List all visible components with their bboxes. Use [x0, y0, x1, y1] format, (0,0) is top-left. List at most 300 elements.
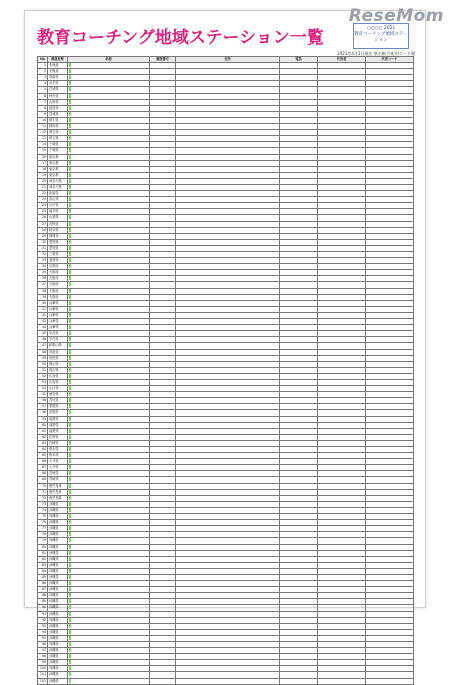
row-no: 16	[38, 154, 48, 160]
row-no: 27	[38, 221, 48, 227]
row-prefecture: 沖縄県	[48, 544, 68, 550]
row-prefecture: 沖縄県	[48, 666, 68, 672]
row-no: 54	[38, 386, 48, 392]
station-name-highlight	[69, 350, 71, 354]
row-prefecture: 大分県	[48, 459, 68, 465]
station-name-highlight	[69, 148, 71, 152]
row-prefecture: 沖縄県	[48, 593, 68, 599]
row-no: 10	[38, 117, 48, 123]
row-no: 72	[38, 495, 48, 501]
row-prefecture: 沖縄県	[48, 556, 68, 562]
station-name-highlight	[69, 471, 71, 475]
row-prefecture: 愛知県	[48, 245, 68, 251]
row-prefecture: 沖縄県	[48, 526, 68, 532]
station-name-highlight	[69, 672, 71, 676]
station-name-highlight	[69, 453, 71, 457]
row-no: 47	[38, 343, 48, 349]
row-no: 7	[38, 99, 48, 105]
row-prefecture: 埼玉県	[48, 130, 68, 136]
row-prefecture: 沖縄県	[48, 642, 68, 648]
logo-top-text: ○○○○ 2021	[366, 26, 396, 31]
station-name-highlight	[69, 679, 71, 683]
station-name-highlight	[69, 161, 71, 165]
station-name-highlight	[69, 447, 71, 451]
row-no: 19	[38, 172, 48, 178]
station-name-highlight	[69, 100, 71, 104]
row-prefecture: 沖縄県	[48, 648, 68, 654]
row-prefecture: 北海道	[48, 69, 68, 75]
row-prefecture: 大阪府	[48, 276, 68, 282]
station-name-highlight	[69, 307, 71, 311]
station-name-highlight	[69, 465, 71, 469]
row-prefecture: 千葉県	[48, 148, 68, 154]
row-prefecture: 鳥取県	[48, 349, 68, 355]
station-name-highlight	[69, 215, 71, 219]
row-no: 92	[38, 617, 48, 623]
station-name-highlight	[69, 459, 71, 463]
station-name-highlight	[69, 660, 71, 664]
station-name-highlight	[69, 618, 71, 622]
row-no: 66	[38, 459, 48, 465]
col-representative: 代表者	[318, 57, 366, 63]
row-no: 101	[38, 672, 48, 678]
station-name-highlight	[69, 94, 71, 98]
row-prefecture: 沖縄県	[48, 538, 68, 544]
station-name-highlight	[69, 551, 71, 555]
col-name: 名称	[68, 57, 150, 63]
row-no: 29	[38, 233, 48, 239]
row-prefecture: 沖縄県	[48, 635, 68, 641]
row-no: 56	[38, 398, 48, 404]
row-no: 62	[38, 434, 48, 440]
row-no: 97	[38, 648, 48, 654]
row-prefecture: 沖縄県	[48, 629, 68, 635]
row-no: 25	[38, 209, 48, 215]
row-no: 8	[38, 105, 48, 111]
station-name-highlight	[69, 636, 71, 640]
row-no: 94	[38, 629, 48, 635]
station-name-highlight	[69, 142, 71, 146]
row-no: 96	[38, 642, 48, 648]
row-no: 67	[38, 465, 48, 471]
station-name-highlight	[69, 234, 71, 238]
row-no: 91	[38, 611, 48, 617]
row-no: 24	[38, 203, 48, 209]
row-prefecture: 埼玉県	[48, 136, 68, 142]
station-name-highlight	[69, 502, 71, 506]
row-no: 87	[38, 587, 48, 593]
row-prefecture: 富山県	[48, 197, 68, 203]
row-no: 68	[38, 471, 48, 477]
station-name-highlight	[69, 368, 71, 372]
row-prefecture: 沖縄県	[48, 611, 68, 617]
row-prefecture: 静岡県	[48, 233, 68, 239]
station-name-highlight	[69, 270, 71, 274]
row-prefecture: 沖縄県	[48, 599, 68, 605]
station-name-highlight	[69, 264, 71, 268]
row-prefecture: 東京都	[48, 172, 68, 178]
station-name-highlight	[69, 301, 71, 305]
station-name-highlight	[69, 222, 71, 226]
row-no: 43	[38, 319, 48, 325]
station-name-highlight	[69, 532, 71, 536]
row-postal	[150, 678, 176, 684]
row-no: 65	[38, 453, 48, 459]
row-prefecture: 山形県	[48, 99, 68, 105]
row-prefecture: 岩手県	[48, 81, 68, 87]
station-name-highlight	[69, 246, 71, 250]
row-prefecture: 沖縄県	[48, 660, 68, 666]
row-prefecture: 東京都	[48, 160, 68, 166]
station-name-highlight	[69, 282, 71, 286]
row-prefecture: 鹿児島県	[48, 489, 68, 495]
row-no: 77	[38, 526, 48, 532]
station-name-highlight	[69, 343, 71, 347]
station-name-highlight	[69, 240, 71, 244]
row-prefecture: 兵庫県	[48, 312, 68, 318]
station-name-highlight	[69, 173, 71, 177]
station-name-highlight	[69, 569, 71, 573]
row-prefecture: 香川県	[48, 398, 68, 404]
station-name-highlight	[69, 605, 71, 609]
row-no: 17	[38, 160, 48, 166]
row-no: 36	[38, 276, 48, 282]
row-prefecture: 滋賀県	[48, 258, 68, 264]
row-no: 1	[38, 63, 48, 69]
row-prefecture: 鹿児島県	[48, 483, 68, 489]
row-prefecture: 大阪府	[48, 270, 68, 276]
station-name-highlight	[69, 69, 71, 73]
row-no: 46	[38, 337, 48, 343]
row-no: 63	[38, 440, 48, 446]
row-no: 4	[38, 81, 48, 87]
station-name-highlight	[69, 490, 71, 494]
row-no: 35	[38, 270, 48, 276]
station-name-highlight	[69, 526, 71, 530]
station-name-highlight	[69, 599, 71, 603]
table-body	[38, 63, 414, 685]
station-name-highlight	[69, 81, 71, 85]
row-prefecture: 沖縄県	[48, 574, 68, 580]
station-name-highlight	[69, 410, 71, 414]
station-name-highlight	[69, 538, 71, 542]
station-name-highlight	[69, 167, 71, 171]
station-name-highlight	[69, 648, 71, 652]
row-prefecture: 島根県	[48, 355, 68, 361]
row-no: 57	[38, 404, 48, 410]
row-no: 23	[38, 197, 48, 203]
station-name-highlight	[69, 337, 71, 341]
row-no: 21	[38, 184, 48, 190]
row-no: 34	[38, 264, 48, 270]
row-no: 75	[38, 514, 48, 520]
row-no: 52	[38, 373, 48, 379]
row-prefecture: 鹿児島県	[48, 495, 68, 501]
station-name-highlight	[69, 106, 71, 110]
station-name-highlight	[69, 575, 71, 579]
row-prefecture: 福岡県	[48, 422, 68, 428]
row-no: 45	[38, 331, 48, 337]
row-no: 78	[38, 532, 48, 538]
row-prefecture: 沖縄県	[48, 623, 68, 629]
row-prefecture: 徳島県	[48, 392, 68, 398]
row-no: 83	[38, 562, 48, 568]
row-no: 2	[38, 69, 48, 75]
row-no: 84	[38, 568, 48, 574]
row-prefecture: 沖縄県	[48, 532, 68, 538]
row-prefecture: 愛媛県	[48, 404, 68, 410]
row-prefecture: 熊本県	[48, 453, 68, 459]
row-no: 64	[38, 447, 48, 453]
row-prefecture: 広島県	[48, 379, 68, 385]
table-row	[38, 678, 414, 684]
row-prefecture: 秋田県	[48, 93, 68, 99]
row-prefecture: 栃木県	[48, 117, 68, 123]
row-prefecture: 奈良県	[48, 331, 68, 337]
row-no: 93	[38, 623, 48, 629]
row-no: 58	[38, 410, 48, 416]
row-prefecture: 群馬県	[48, 124, 68, 130]
row-prefecture: 大分県	[48, 465, 68, 471]
row-no: 88	[38, 593, 48, 599]
row-prefecture: 神奈川県	[48, 178, 68, 184]
station-name-highlight	[69, 87, 71, 91]
row-no: 41	[38, 306, 48, 312]
row-prefecture: 沖縄県	[48, 672, 68, 678]
row-phone	[280, 678, 318, 684]
row-prefecture: 沖縄県	[48, 550, 68, 556]
station-name-highlight	[69, 630, 71, 634]
row-prefecture: 大阪府	[48, 282, 68, 288]
row-prefecture: 高知県	[48, 410, 68, 416]
col-phone: 電話	[280, 57, 318, 63]
row-no: 82	[38, 556, 48, 562]
row-no: 9	[38, 111, 48, 117]
document-title: 教育コーチング地域ステーション一覧	[37, 28, 324, 48]
row-no: 22	[38, 191, 48, 197]
row-no: 95	[38, 635, 48, 641]
row-no: 26	[38, 215, 48, 221]
station-name-highlight	[69, 112, 71, 116]
row-prefecture: 愛知県	[48, 239, 68, 245]
row-no: 33	[38, 258, 48, 264]
row-prefecture: 沖縄県	[48, 520, 68, 526]
row-prefecture: 熊本県	[48, 447, 68, 453]
station-name-highlight	[69, 276, 71, 280]
station-name-highlight	[69, 313, 71, 317]
col-coach: 代表コーチ	[366, 57, 414, 63]
row-no: 98	[38, 654, 48, 660]
station-name-highlight	[69, 392, 71, 396]
row-no: 90	[38, 605, 48, 611]
station-name-highlight	[69, 441, 71, 445]
row-prefecture: 兵庫県	[48, 319, 68, 325]
row-no: 30	[38, 239, 48, 245]
row-no: 38	[38, 288, 48, 294]
row-prefecture: 山口県	[48, 386, 68, 392]
row-prefecture: 福岡県	[48, 416, 68, 422]
row-prefecture: 福井県	[48, 209, 68, 215]
row-prefecture: 沖縄県	[48, 617, 68, 623]
row-no: 44	[38, 325, 48, 331]
row-coach	[366, 678, 414, 684]
row-no: 32	[38, 252, 48, 258]
row-no: 55	[38, 392, 48, 398]
row-no: 39	[38, 294, 48, 300]
row-prefecture: 兵庫県	[48, 306, 68, 312]
row-no: 6	[38, 93, 48, 99]
row-no: 89	[38, 599, 48, 605]
row-prefecture: 宮崎県	[48, 471, 68, 477]
row-prefecture: 東京都	[48, 166, 68, 172]
row-no: 13	[38, 136, 48, 142]
row-prefecture: 佐賀県	[48, 434, 68, 440]
row-no: 53	[38, 379, 48, 385]
row-prefecture: 岐阜県	[48, 227, 68, 233]
station-name-highlight	[69, 185, 71, 189]
station-name-highlight	[69, 124, 71, 128]
station-name-highlight	[69, 325, 71, 329]
station-name-highlight	[69, 508, 71, 512]
row-prefecture: 神奈川県	[48, 184, 68, 190]
row-no: 40	[38, 300, 48, 306]
station-name-highlight	[69, 252, 71, 256]
row-no: 48	[38, 349, 48, 355]
row-no: 14	[38, 142, 48, 148]
date-line: 2021年4月1日現在 県名順 市町村コード順	[337, 51, 415, 56]
row-prefecture: 青森県	[48, 75, 68, 81]
station-name-highlight	[69, 654, 71, 658]
logo-box	[353, 23, 409, 49]
row-prefecture: 奈良県	[48, 337, 68, 343]
row-prefecture: 宮城県	[48, 87, 68, 93]
col-postal: 郵便番号	[150, 57, 176, 63]
row-prefecture: 沖縄県	[48, 654, 68, 660]
row-no: 71	[38, 489, 48, 495]
row-prefecture: 沖縄県	[48, 568, 68, 574]
row-no: 60	[38, 422, 48, 428]
station-name-highlight	[69, 197, 71, 201]
station-name-highlight	[69, 587, 71, 591]
row-no: 20	[38, 178, 48, 184]
row-no: 74	[38, 507, 48, 513]
station-name-highlight	[69, 429, 71, 433]
row-prefecture: 大阪府	[48, 294, 68, 300]
station-name-highlight	[69, 496, 71, 500]
row-prefecture: 大阪府	[48, 288, 68, 294]
station-name-highlight	[69, 484, 71, 488]
row-prefecture: 沖縄県	[48, 514, 68, 520]
station-name-highlight	[69, 155, 71, 159]
station-name-highlight	[69, 75, 71, 79]
row-no: 28	[38, 227, 48, 233]
station-name-highlight	[69, 63, 71, 67]
row-no: 81	[38, 550, 48, 556]
col-address: 住所	[176, 57, 280, 63]
station-name-highlight	[69, 179, 71, 183]
station-name-highlight	[69, 563, 71, 567]
row-no: 99	[38, 660, 48, 666]
col-no: No	[38, 57, 48, 63]
row-no: 69	[38, 477, 48, 483]
station-name-highlight	[69, 130, 71, 134]
station-name-highlight	[69, 624, 71, 628]
station-name-highlight	[69, 136, 71, 140]
station-name-highlight	[69, 319, 71, 323]
station-name-highlight	[69, 398, 71, 402]
logo-main-text: 教育コーチング地域ステーション	[354, 32, 408, 43]
row-no: 79	[38, 538, 48, 544]
row-no: 73	[38, 501, 48, 507]
row-no: 61	[38, 428, 48, 434]
row-prefecture: 三重県	[48, 252, 68, 258]
row-prefecture: 長崎県	[48, 440, 68, 446]
station-name-highlight	[69, 209, 71, 213]
row-prefecture: 東京都	[48, 154, 68, 160]
station-name-highlight	[69, 612, 71, 616]
row-prefecture: 長野県	[48, 221, 68, 227]
row-address	[176, 678, 280, 684]
station-name-highlight	[69, 386, 71, 390]
row-prefecture: 福島県	[48, 105, 68, 111]
row-prefecture: 沖縄県	[48, 678, 68, 684]
station-name-highlight	[69, 417, 71, 421]
station-name-highlight	[69, 203, 71, 207]
row-no: 50	[38, 361, 48, 367]
station-name-highlight	[69, 545, 71, 549]
station-name-highlight	[69, 593, 71, 597]
row-no: 37	[38, 282, 48, 288]
document-page	[24, 10, 426, 683]
row-no: 85	[38, 574, 48, 580]
station-name-highlight	[69, 581, 71, 585]
row-prefecture: 千葉県	[48, 142, 68, 148]
row-no: 11	[38, 124, 48, 130]
row-no: 3	[38, 75, 48, 81]
row-prefecture: 京都府	[48, 264, 68, 270]
row-prefecture: 沖縄県	[48, 581, 68, 587]
row-no: 18	[38, 166, 48, 172]
row-no: 70	[38, 483, 48, 489]
col-prefecture: 都道府県	[48, 57, 68, 63]
row-no: 86	[38, 581, 48, 587]
station-name-highlight	[69, 477, 71, 481]
row-prefecture: 沖縄県	[48, 507, 68, 513]
station-table	[37, 56, 414, 685]
resemom-watermark: ReseMom	[348, 6, 444, 26]
station-name-highlight	[69, 191, 71, 195]
row-prefecture: 沖縄県	[48, 605, 68, 611]
row-prefecture: 岡山県	[48, 361, 68, 367]
row-no: 42	[38, 312, 48, 318]
station-name-highlight	[69, 404, 71, 408]
row-representative	[318, 678, 366, 684]
row-no: 31	[38, 245, 48, 251]
row-prefecture: 石川県	[48, 203, 68, 209]
station-name-highlight	[69, 258, 71, 262]
row-no: 15	[38, 148, 48, 154]
station-name-highlight	[69, 228, 71, 232]
station-name-highlight	[69, 435, 71, 439]
station-name-highlight	[69, 642, 71, 646]
row-prefecture: 茨城県	[48, 111, 68, 117]
station-name-highlight	[69, 331, 71, 335]
row-prefecture: 沖縄県	[48, 587, 68, 593]
row-no: 102	[38, 678, 48, 684]
station-name-highlight	[69, 520, 71, 524]
row-prefecture: 沖縄県	[48, 501, 68, 507]
row-prefecture: 兵庫県	[48, 300, 68, 306]
